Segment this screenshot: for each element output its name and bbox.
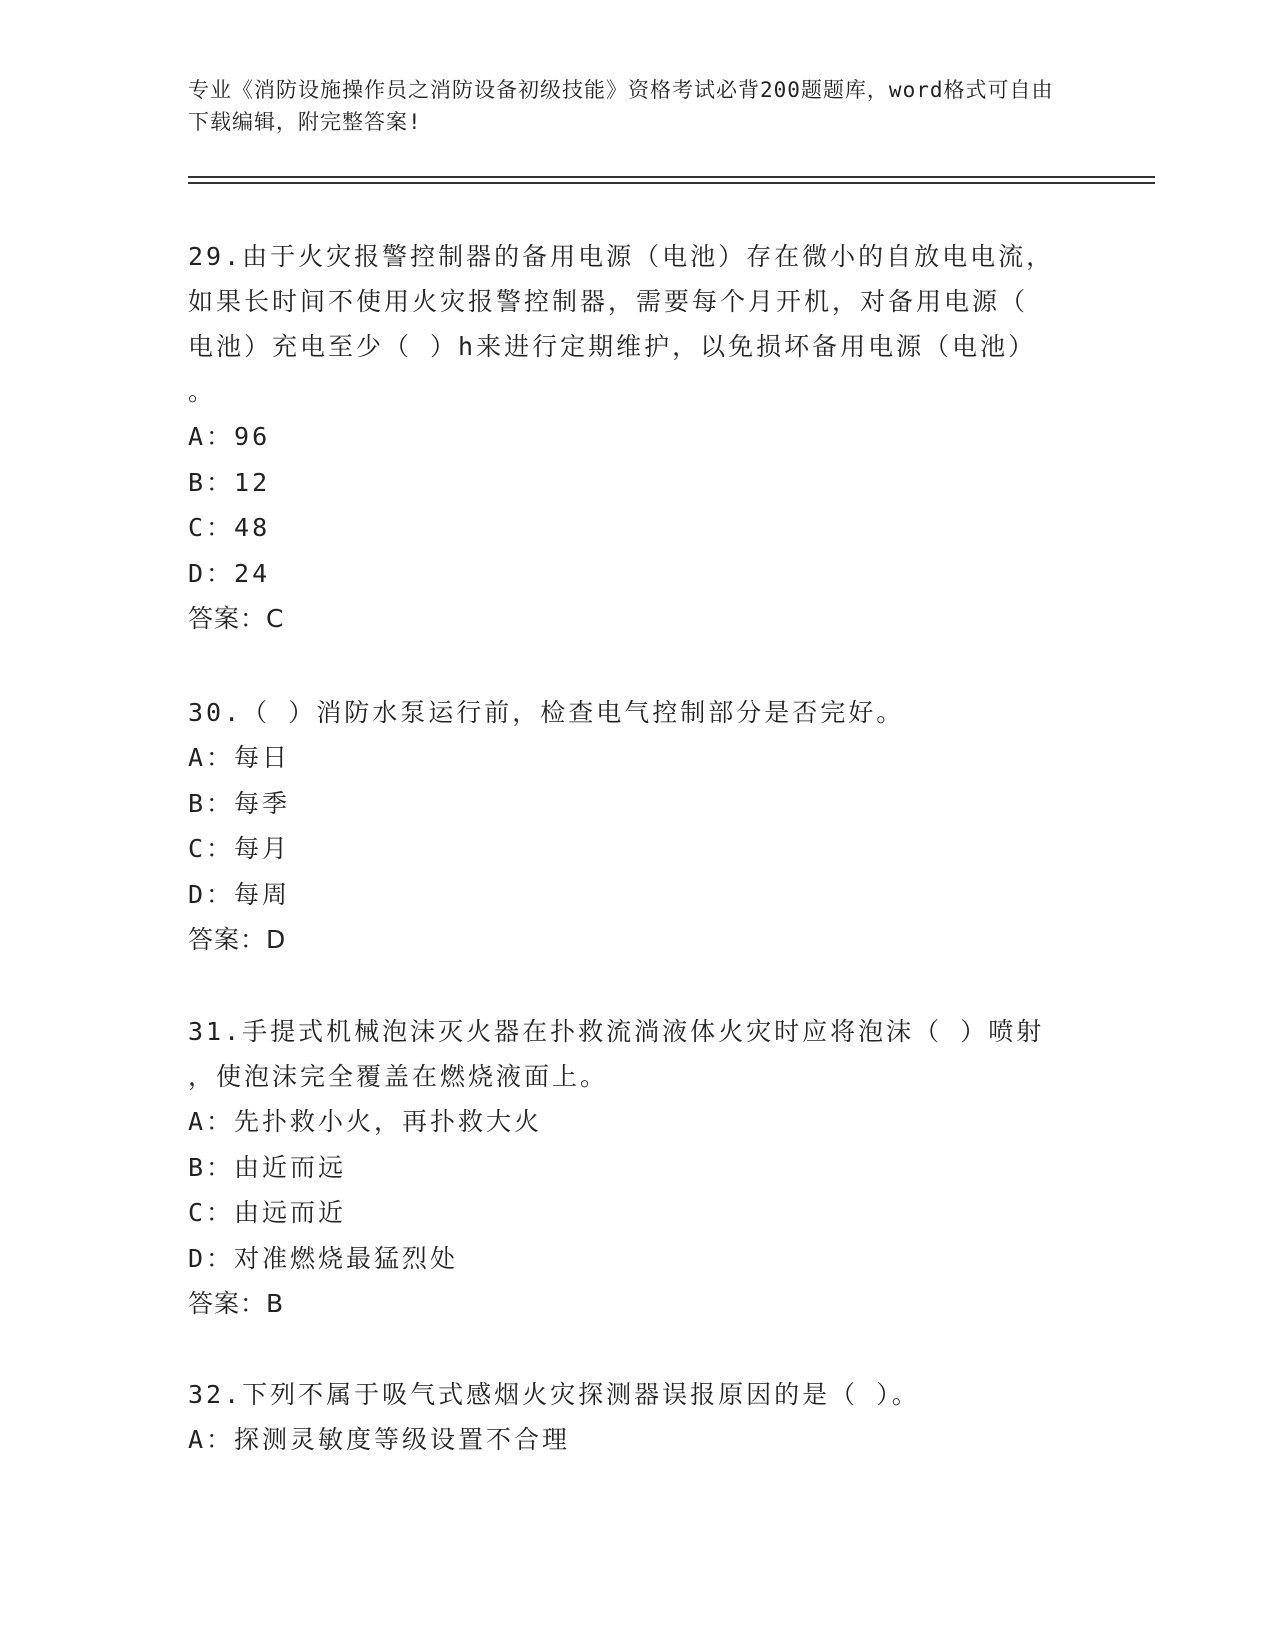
document-header: 专业《消防设施操作员之消防设备初级技能》资格考试必背200题题库，word格式可自由下载编辑，附完整答案!	[188, 78, 1054, 134]
option-d: D：每周	[188, 879, 291, 909]
option-b: B：由近而远	[188, 1152, 347, 1182]
question-stem-line: 。	[188, 377, 217, 406]
option-c: C：48	[188, 513, 271, 542]
question-stem-line: 电池）充电至少（ ）h来进行定期维护，以免损坏备用电源（电池）	[188, 332, 1037, 361]
option-a: A：96	[188, 422, 271, 451]
option-c: C：由远而近	[188, 1198, 347, 1227]
question-32	[188, 1372, 1088, 1463]
option-a: A：先扑救小火，再扑救大火	[188, 1107, 543, 1136]
answer-line: 答案：B	[188, 1289, 285, 1318]
option-a: A：每日	[188, 743, 291, 772]
question-stem-line: 如果长时间不使用火灾报警控制器，需要每个月开机，对备用电源（	[188, 287, 1029, 316]
answer-line: 答案：D	[188, 925, 287, 954]
option-a: A：探测灵敏度等级设置不合理	[188, 1425, 571, 1454]
question-stem-line: ，使泡沫完全覆盖在燃烧液面上。	[188, 1062, 609, 1091]
header-divider-bottom	[188, 182, 1155, 184]
header-divider-top	[188, 176, 1155, 178]
option-b: B：每季	[188, 788, 291, 818]
question-30	[188, 690, 1088, 963]
question-31	[188, 1009, 1088, 1327]
question-29	[188, 234, 1088, 642]
option-d: D：24	[188, 558, 271, 588]
question-stem-line: 29.由于火灾报警控制器的备用电源（电池）存在微小的自放电电流，	[188, 242, 1055, 271]
question-stem-line: 32.下列不属于吸气式感烟火灾探测器误报原因的是（ ）。	[188, 1380, 920, 1409]
option-c: C：每月	[188, 834, 291, 863]
answer-line: 答案：C	[188, 604, 285, 633]
question-stem-line: 31.手提式机械泡沫灭火器在扑救流淌液体火灾时应将泡沫（ ）喷射	[188, 1017, 1045, 1046]
option-b: B：12	[188, 467, 271, 497]
question-stem-line: 30.（ ）消防水泵运行前，检查电气控制部分是否完好。	[188, 698, 905, 727]
option-d: D：对准燃烧最猛烈处	[188, 1243, 459, 1273]
